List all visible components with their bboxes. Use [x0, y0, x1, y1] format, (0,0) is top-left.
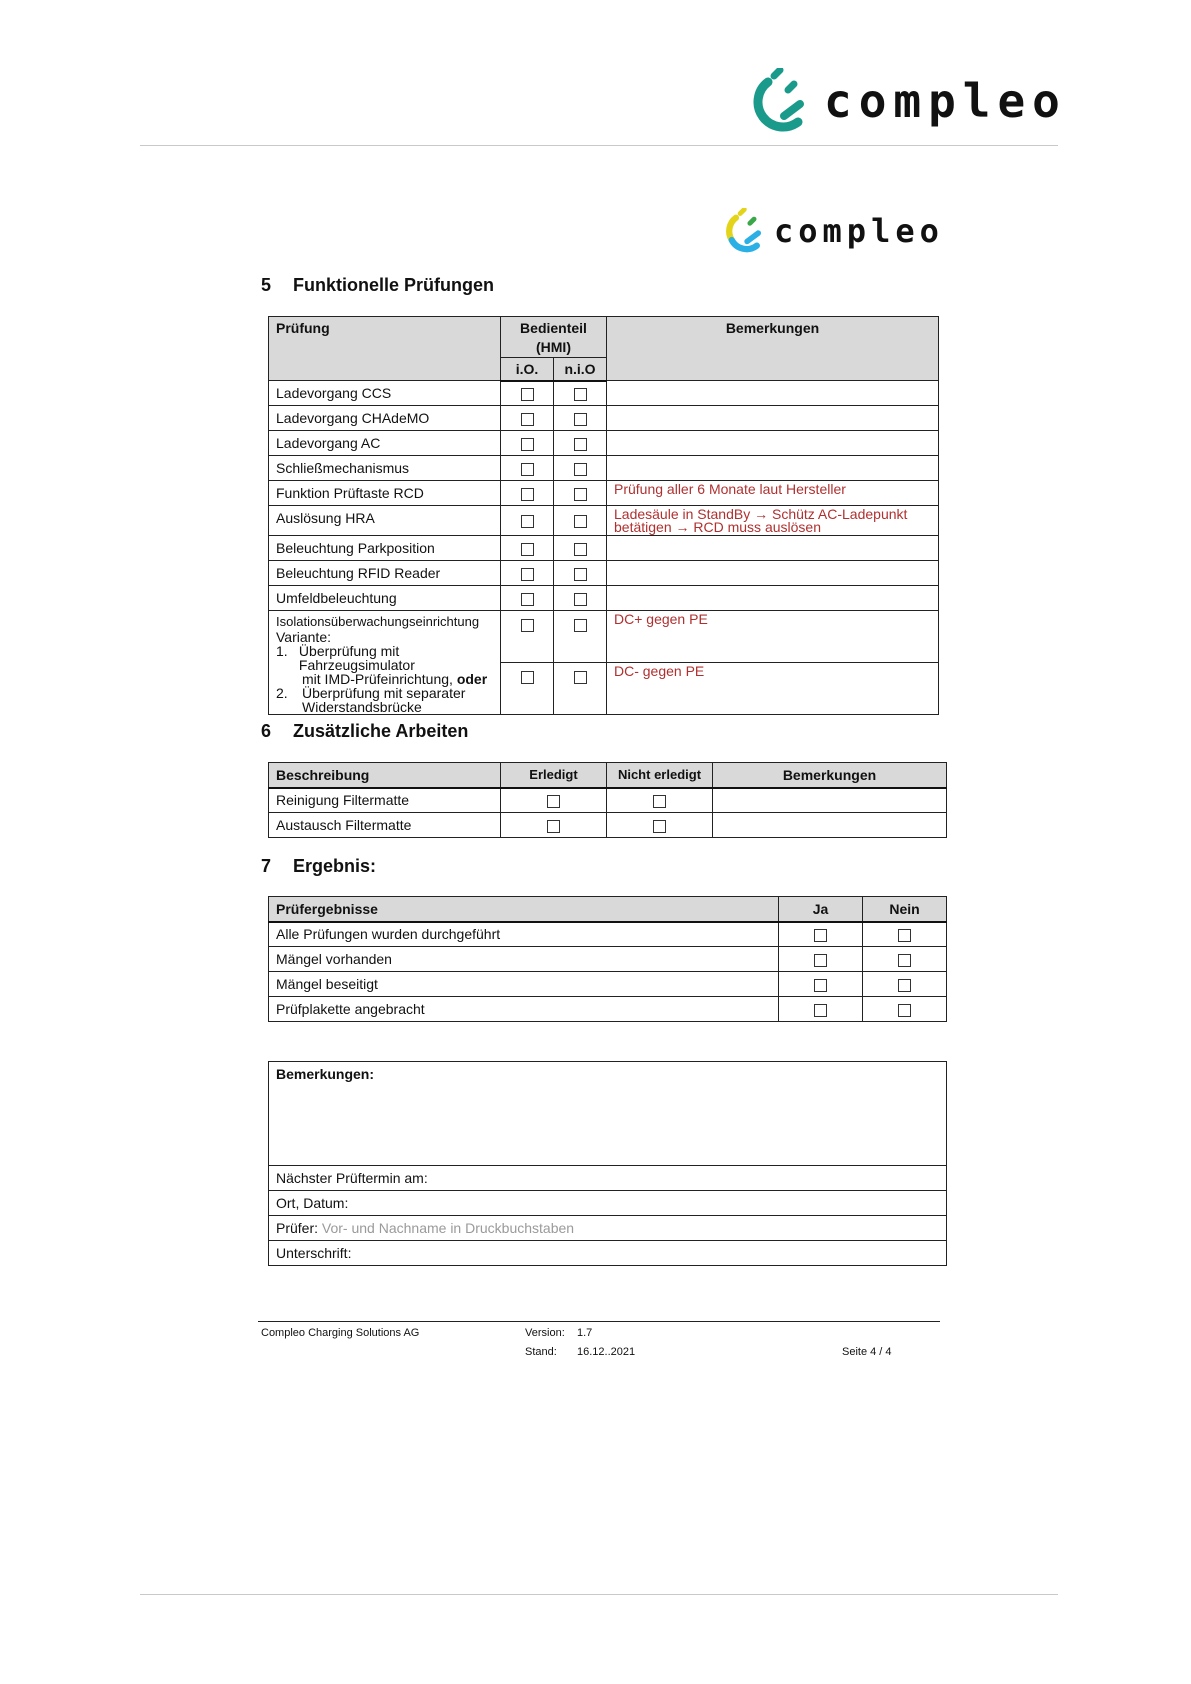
- footer-page: Seite 4 / 4: [842, 1346, 892, 1358]
- section-7-title: [261, 856, 376, 877]
- row-note: [607, 406, 939, 431]
- row-label: Beleuchtung Parkposition: [269, 536, 501, 561]
- table-row: [269, 481, 939, 506]
- nio-checkbox[interactable]: [574, 413, 587, 426]
- section-number: 5: [261, 275, 272, 295]
- row-label: Umfeldbeleuchtung: [269, 586, 501, 611]
- remarks-title: Bemerkungen:: [276, 1066, 375, 1082]
- footer-version: [525, 1327, 592, 1339]
- version-value: 1.7: [577, 1327, 593, 1339]
- nein-checkbox[interactable]: [898, 929, 911, 942]
- remarks-signature-table: [268, 1061, 947, 1266]
- col-pruefung: Prüfung: [269, 317, 501, 381]
- col-erledigt: Erledigt: [501, 763, 607, 788]
- row-label: Mängel vorhanden: [269, 947, 779, 972]
- nio-checkbox[interactable]: [574, 619, 587, 632]
- table-row: [269, 972, 947, 997]
- page-bottom-divider: [140, 1594, 1058, 1595]
- logo-text-small: compleo: [774, 212, 944, 250]
- version-label: Version:: [525, 1327, 565, 1339]
- row-note: [607, 431, 939, 456]
- row-label: Reinigung Filtermatte: [269, 788, 501, 813]
- io-checkbox[interactable]: [521, 438, 534, 451]
- col-ja: Ja: [779, 897, 863, 922]
- functional-tests-table: [268, 316, 939, 715]
- nio-checkbox[interactable]: [574, 388, 587, 401]
- next-date-field[interactable]: [269, 1166, 947, 1191]
- row-label: Mängel beseitigt: [269, 972, 779, 997]
- nein-checkbox[interactable]: [898, 979, 911, 992]
- header-logo: [748, 68, 1067, 134]
- table-row: [269, 997, 947, 1022]
- nio-checkbox[interactable]: [574, 463, 587, 476]
- section-number: 7: [261, 856, 272, 876]
- ja-checkbox[interactable]: [814, 929, 827, 942]
- io-checkbox[interactable]: [521, 463, 534, 476]
- remarks-cell[interactable]: [713, 788, 947, 813]
- col-nicht-erledigt: Nicht erledigt: [607, 763, 713, 788]
- bedienteil-label: Bedienteil: [520, 320, 587, 336]
- iso-item2-num: 2.: [276, 685, 288, 701]
- io-checkbox[interactable]: [521, 543, 534, 556]
- col-io: i.O.: [501, 358, 554, 381]
- iso-note-minus: DC- gegen PE: [607, 663, 939, 715]
- nio-checkbox[interactable]: [574, 488, 587, 501]
- stand-label: Stand:: [525, 1346, 557, 1358]
- row-note: [607, 456, 939, 481]
- iso-note-plus: DC+ gegen PE: [607, 611, 939, 663]
- table-row: [269, 536, 939, 561]
- table-row: [269, 456, 939, 481]
- row-label: Ladevorgang AC: [269, 431, 501, 456]
- header-divider: [140, 145, 1058, 146]
- iso-item1-a: Überprüfung mit Fahrzeugsimulator: [298, 643, 415, 673]
- col-pruefergebnisse: Prüfergebnisse: [269, 897, 779, 922]
- col-bemerkungen: Bemerkungen: [607, 317, 939, 381]
- iso-title: Isolationsüberwachungseinrichtung: [276, 614, 480, 629]
- table-row: [269, 506, 939, 536]
- row-label: Funktion Prüftaste RCD: [269, 481, 501, 506]
- row-label: Prüfplakette angebracht: [269, 997, 779, 1022]
- signature-label: Unterschrift:: [276, 1245, 352, 1261]
- additional-work-table: [268, 762, 947, 838]
- nio-checkbox[interactable]: [574, 543, 587, 556]
- ja-checkbox[interactable]: [814, 954, 827, 967]
- table-row: [269, 813, 947, 838]
- nio-checkbox[interactable]: [574, 438, 587, 451]
- nio-checkbox[interactable]: [574, 568, 587, 581]
- row-label: Beleuchtung RFID Reader: [269, 561, 501, 586]
- place-date-label: Ort, Datum:: [276, 1195, 349, 1211]
- io-checkbox[interactable]: [521, 593, 534, 606]
- logo-text: compleo: [824, 74, 1067, 128]
- ja-checkbox[interactable]: [814, 979, 827, 992]
- remarks-cell[interactable]: [713, 813, 947, 838]
- io-checkbox[interactable]: [521, 488, 534, 501]
- remarks-field[interactable]: [269, 1062, 947, 1166]
- iso-item2-a: Überprüfung mit separater: [302, 685, 466, 701]
- table-row-iso: [269, 611, 939, 663]
- col-bedienteil: [501, 317, 607, 358]
- signature-field[interactable]: [269, 1241, 947, 1266]
- iso-description: [269, 611, 501, 715]
- document-logo: [722, 208, 944, 254]
- nio-checkbox[interactable]: [574, 593, 587, 606]
- table-row: [269, 788, 947, 813]
- row-label: Austausch Filtermatte: [269, 813, 501, 838]
- pruefer-field[interactable]: [269, 1216, 947, 1241]
- compleo-plug-icon: [748, 68, 814, 134]
- footer-company: Compleo Charging Solutions AG: [261, 1327, 420, 1339]
- io-checkbox[interactable]: [521, 413, 534, 426]
- section-heading: Zusätzliche Arbeiten: [293, 721, 469, 741]
- table-row: [269, 406, 939, 431]
- footer-divider: [258, 1321, 940, 1322]
- row-note: [607, 381, 939, 406]
- section-heading: Ergebnis:: [293, 856, 377, 876]
- nein-checkbox[interactable]: [898, 954, 911, 967]
- hmi-label: (HMI): [536, 339, 571, 355]
- table-row: [269, 586, 939, 611]
- nicht-erledigt-checkbox[interactable]: [653, 820, 666, 833]
- section-heading: Funktionelle Prüfungen: [293, 275, 494, 295]
- io-checkbox[interactable]: [521, 619, 534, 632]
- iso-item2-b: Widerstandsbrücke: [302, 699, 422, 715]
- iso-item1-b: mit IMD-Prüfeinrichtung,: [302, 671, 453, 687]
- io-checkbox[interactable]: [521, 568, 534, 581]
- row-note: [607, 536, 939, 561]
- footer-stand: [525, 1346, 635, 1358]
- col-bemerkungen: Bemerkungen: [713, 763, 947, 788]
- row-label: Ladevorgang CHAdeMO: [269, 406, 501, 431]
- nein-checkbox[interactable]: [898, 1004, 911, 1017]
- row-label: Auslösung HRA: [269, 506, 501, 536]
- iso-item1-oder: oder: [456, 671, 488, 687]
- pruefer-label: Prüfer:: [276, 1220, 319, 1236]
- erledigt-checkbox[interactable]: [547, 820, 560, 833]
- io-checkbox[interactable]: [521, 515, 534, 528]
- pruefer-placeholder: Vor- und Nachname in Druckbuchstaben: [321, 1220, 575, 1236]
- stand-value: 16.12..2021: [577, 1346, 636, 1358]
- ja-checkbox[interactable]: [814, 1004, 827, 1017]
- section-6-title: [261, 721, 468, 742]
- row-label: Ladevorgang CCS: [269, 381, 501, 406]
- nio-checkbox[interactable]: [574, 671, 587, 684]
- io-checkbox[interactable]: [521, 671, 534, 684]
- compleo-color-plug-icon: [722, 208, 768, 254]
- row-note: [607, 586, 939, 611]
- table-row: [269, 947, 947, 972]
- iso-item1-num: 1.: [276, 643, 288, 659]
- result-table: [268, 896, 947, 1022]
- iso-variante: Variante:: [276, 629, 331, 645]
- section-5-title: [261, 275, 494, 296]
- nio-checkbox[interactable]: [574, 515, 587, 528]
- col-nein: Nein: [863, 897, 947, 922]
- section-number: 6: [261, 721, 272, 741]
- io-checkbox[interactable]: [521, 388, 534, 401]
- nicht-erledigt-checkbox[interactable]: [653, 795, 666, 808]
- table-row: [269, 431, 939, 456]
- table-row: [269, 381, 939, 406]
- row-note: Ladesäule in StandBy → Schütz AC-Ladepunkt betätigen → RCD muss auslösen: [607, 506, 939, 536]
- row-label: Alle Prüfungen wurden durchgeführt: [269, 922, 779, 947]
- col-beschreibung: Beschreibung: [269, 763, 501, 788]
- next-date-label: Nächster Prüftermin am:: [276, 1170, 428, 1186]
- table-row: [269, 922, 947, 947]
- erledigt-checkbox[interactable]: [547, 795, 560, 808]
- table-row: [269, 561, 939, 586]
- row-note: Prüfung aller 6 Monate laut Hersteller: [607, 481, 939, 506]
- row-note: [607, 561, 939, 586]
- place-date-field[interactable]: [269, 1191, 947, 1216]
- row-label: Schließmechanismus: [269, 456, 501, 481]
- col-nio: n.i.O: [554, 358, 607, 381]
